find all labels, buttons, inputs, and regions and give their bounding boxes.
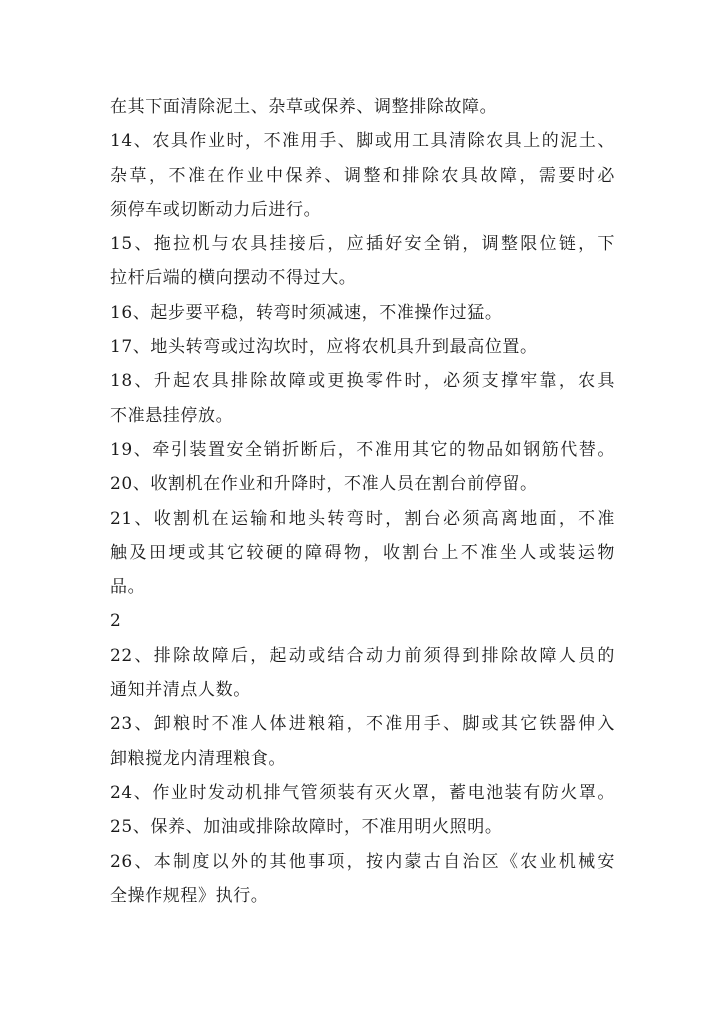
text-line: 24、作业时发动机排气管须装有灭火罩，蓄电池装有防火罩。 <box>110 782 615 803</box>
text-line: 16、起步要平稳，转弯时须减速，不准操作过猛。 <box>110 302 503 323</box>
text-line: 17、地头转弯或过沟坎时，应将农机具升到最高位置。 <box>110 337 538 358</box>
text-line: 15、拖拉机与农具挂接后，应插好安全销，调整限位链，下 <box>110 234 615 255</box>
text-line: 卸粮搅龙内清理粮食。 <box>110 748 286 769</box>
text-line: 22、排除故障后，起动或结合动力前须得到排除故障人员的 <box>110 645 615 666</box>
text-line: 触及田埂或其它较硬的障碍物，收割台上不准坐人或装运物 <box>110 542 615 563</box>
text-line: 杂草，不准在作业中保养、调整和排除农具故障，需要时必 <box>110 165 615 186</box>
text-line: 不准悬挂停放。 <box>110 405 234 426</box>
document-body <box>110 90 615 913</box>
text-line: 在其下面清除泥土、杂草或保养、调整排除故障。 <box>110 97 498 117</box>
text-line: 通知并清点人数。 <box>110 680 251 701</box>
text-line: 拉杆后端的横向摆动不得过大。 <box>110 268 357 289</box>
text-line: 25、保养、加油或排除故障时，不准用明火照明。 <box>110 817 503 838</box>
text-line: 26、本制度以外的其他事项，按内蒙古自治区《农业机械安 <box>110 851 615 872</box>
text-line: 19、牵引装置安全销折断后，不准用其它的物品如钢筋代替。 <box>110 439 615 460</box>
text-line: 23、卸粮时不准人体进粮箱，不准用手、脚或其它铁器伸入 <box>110 714 615 735</box>
page-number: 2 <box>110 611 122 632</box>
text-line: 全操作规程》执行。 <box>110 885 269 906</box>
text-line: 须停车或切断动力后进行。 <box>110 199 322 220</box>
text-line: 18、升起农具排除故障或更换零件时，必须支撑牢靠，农具 <box>110 371 615 392</box>
text-line: 14、农具作业时，不准用手、脚或用工具清除农具上的泥土、 <box>110 131 615 152</box>
text-line: 品。 <box>110 577 146 598</box>
text-line: 20、收割机在作业和升降时，不准人员在割台前停留。 <box>110 474 538 495</box>
text-line: 21、收割机在运输和地头转弯时，割台必须高离地面，不准 <box>110 508 615 529</box>
